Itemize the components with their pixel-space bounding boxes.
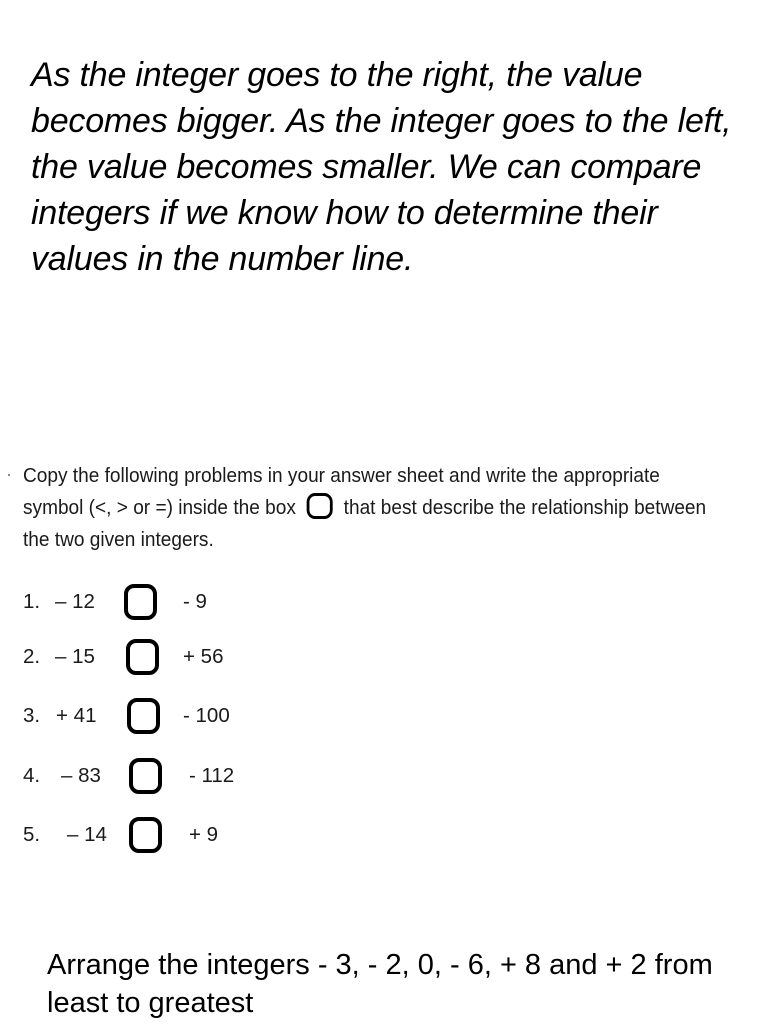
problem-left-integer: – 14: [67, 823, 107, 846]
problem-item: [23, 756, 423, 796]
answer-box[interactable]: [129, 758, 162, 794]
problem-right-integer: - 112: [189, 764, 235, 787]
answer-box[interactable]: [126, 639, 159, 675]
problem-left-integer: + 41: [56, 704, 97, 727]
answer-box[interactable]: [127, 698, 160, 734]
problem-item: [23, 696, 423, 736]
scan-dot: [8, 474, 10, 476]
problem-item: [23, 582, 423, 622]
problem-item: [23, 815, 423, 855]
problem-left-integer: – 83: [61, 764, 101, 787]
arrange-task-text: Arrange the integers - 3, - 2, 0, - 6, + 8 and + 2 from least to greatest: [47, 949, 713, 1019]
problem-right-integer: + 56: [183, 645, 224, 668]
answer-box[interactable]: [124, 584, 157, 620]
instructions-text-part2: that best describe the relationship between the two given integers.: [23, 496, 707, 551]
problem-left-integer: – 12: [55, 590, 95, 613]
problem-number: 5.: [23, 823, 41, 846]
problem-left-integer: – 15: [55, 645, 95, 668]
intro-paragraph: As the integer goes to the right, the value becomes bigger. As the integer goes to the left, the value becomes smaller. We can compare integers if we know how to determine their values in the number line.: [31, 56, 732, 278]
answer-box[interactable]: [129, 817, 162, 853]
problem-item: [23, 637, 423, 677]
problem-right-integer: - 100: [183, 704, 230, 727]
instructions-text-part1: Copy the following problems in your answer sheet and write the appropriate symbol (<, > or =) inside the box: [23, 464, 660, 519]
problem-number: 1.: [23, 590, 41, 613]
problem-right-integer: + 9: [189, 823, 219, 846]
problem-number: 2.: [23, 645, 41, 668]
problem-number: 4.: [23, 764, 41, 787]
answer-box-icon: [307, 493, 333, 519]
instructions-paragraph: [23, 460, 711, 556]
problem-right-integer: - 9: [183, 590, 207, 613]
problem-number: 3.: [23, 704, 41, 727]
